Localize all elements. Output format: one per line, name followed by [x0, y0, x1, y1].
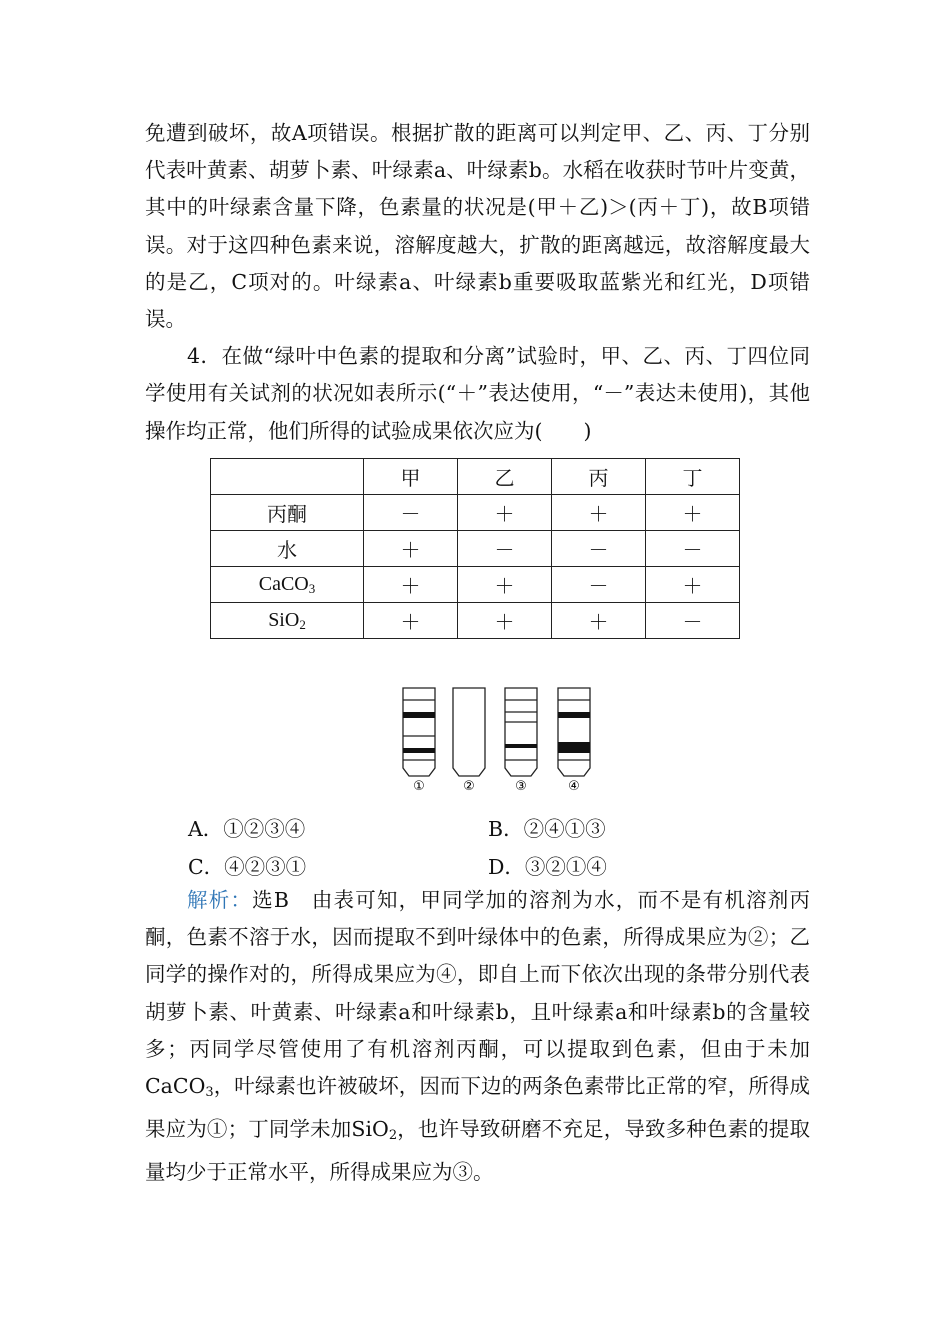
row-label — [211, 567, 364, 603]
table-header-cell: 丁 — [646, 459, 740, 495]
answer-text-3: ，也许导致研磨不充足，导致多种色素的提取量均少于正常水平，所得成果应为③。 — [145, 1117, 810, 1185]
answer-text-1: 选B 由表可知，甲同学加的溶剂为水，而不是有机溶剂丙酮，色素不溶于水，因而提取不到叶绿体中的色素，所得成果应为②；乙同学的操作对的，所得成果应为④，即自上而下依次出现的条带分别代表胡萝卜素、叶黄素、叶绿素a和叶绿素b，且叶绿素a和叶绿素b的含量较多；丙同学尽管使用了有机溶剂丙酮，可以提取到色素，但由于未加CaCO — [145, 888, 810, 1099]
table-row — [211, 603, 740, 639]
table-cell: ＋ — [458, 495, 552, 531]
row-label-text: SiO — [268, 608, 300, 631]
table-cell: ＋ — [646, 567, 740, 603]
table-row — [211, 567, 740, 603]
reagent-table — [210, 458, 740, 639]
table-cell: ＋ — [552, 603, 646, 639]
table-cell: ＋ — [364, 567, 458, 603]
strip-3 — [505, 688, 537, 776]
table-header-cell: 乙 — [458, 459, 552, 495]
option-c: C．④②③① — [188, 855, 307, 879]
row-label-subscript: 2 — [299, 616, 306, 632]
table-row — [211, 531, 740, 567]
table-cell: ＋ — [552, 495, 646, 531]
question-text: 4．在做“绿叶中色素的提取和分离”试验时，甲、乙、丙、丁四位同学使用有关试剂的状况如表所示(“＋”表达使用，“－”表达未使用)，其他操作均正常，他们所得的试验成果依次应为( ) — [145, 344, 810, 443]
table-header-cell: 丙 — [552, 459, 646, 495]
row-label — [211, 495, 364, 531]
table-cell: － — [646, 603, 740, 639]
answer-text-2: ，叶绿素也许被破坏，因而下边的两条色素带比正常的窄，所得成果应为①；丁同学未加SiO — [145, 1074, 810, 1142]
table-cell: ＋ — [364, 603, 458, 639]
table-row — [211, 495, 740, 531]
intro-paragraph: 免遭到破坏，故A项错误。根据扩散的距离可以判定甲、乙、丙、丁分别代表叶黄素、胡萝卜素、叶绿素a、叶绿素b。水稻在收获时节叶片变黄，其中的叶绿素含量下降，色素量的状况是(甲＋乙)＞(丙＋丁)，故B项错误。对于这四种色素来说，溶解度越大，扩散的距离越远，故溶解度最大的是乙，C项对的。叶绿素a、叶绿素b重要吸取蓝紫光和红光，D项错误。 — [145, 121, 810, 332]
row-label — [211, 603, 364, 639]
strip-label-1: ① — [413, 779, 425, 794]
option-b: B．②④①③ — [488, 817, 606, 841]
answer-subscript-2: 2 — [388, 1128, 398, 1144]
chromatography-strips-figure — [395, 682, 605, 794]
table-header-cell: 甲 — [364, 459, 458, 495]
table-cell: ＋ — [458, 603, 552, 639]
row-label-text: CaCO — [258, 572, 309, 595]
intro-block — [145, 115, 810, 450]
answer-subscript-1: 3 — [205, 1085, 214, 1101]
table-cell: － — [364, 495, 458, 531]
strip-2 — [453, 688, 485, 776]
strip-label-3: ③ — [515, 779, 527, 794]
table-cell: － — [646, 531, 740, 567]
table-cell: － — [552, 567, 646, 603]
strip-label-2: ② — [463, 779, 475, 794]
table-header-row — [211, 459, 740, 495]
table-cell: － — [552, 531, 646, 567]
answer-paragraph — [145, 882, 810, 1192]
option-a: A．①②③④ — [188, 817, 306, 841]
table-header-cell — [211, 459, 364, 495]
row-label — [211, 531, 364, 567]
strip-label-4: ④ — [568, 779, 580, 794]
table-cell: ＋ — [458, 567, 552, 603]
strip-1 — [403, 688, 435, 776]
row-label-text: 丙酮 — [267, 504, 307, 526]
option-d: D．③②①④ — [488, 855, 607, 879]
table-cell: ＋ — [364, 531, 458, 567]
row-label-text: 水 — [277, 540, 297, 562]
answer-label: 解析： — [187, 888, 253, 912]
table-cell: － — [458, 531, 552, 567]
row-label-subscript: 3 — [308, 580, 316, 596]
answer-explanation — [145, 882, 810, 1192]
table-cell: ＋ — [646, 495, 740, 531]
strip-4 — [558, 688, 590, 776]
